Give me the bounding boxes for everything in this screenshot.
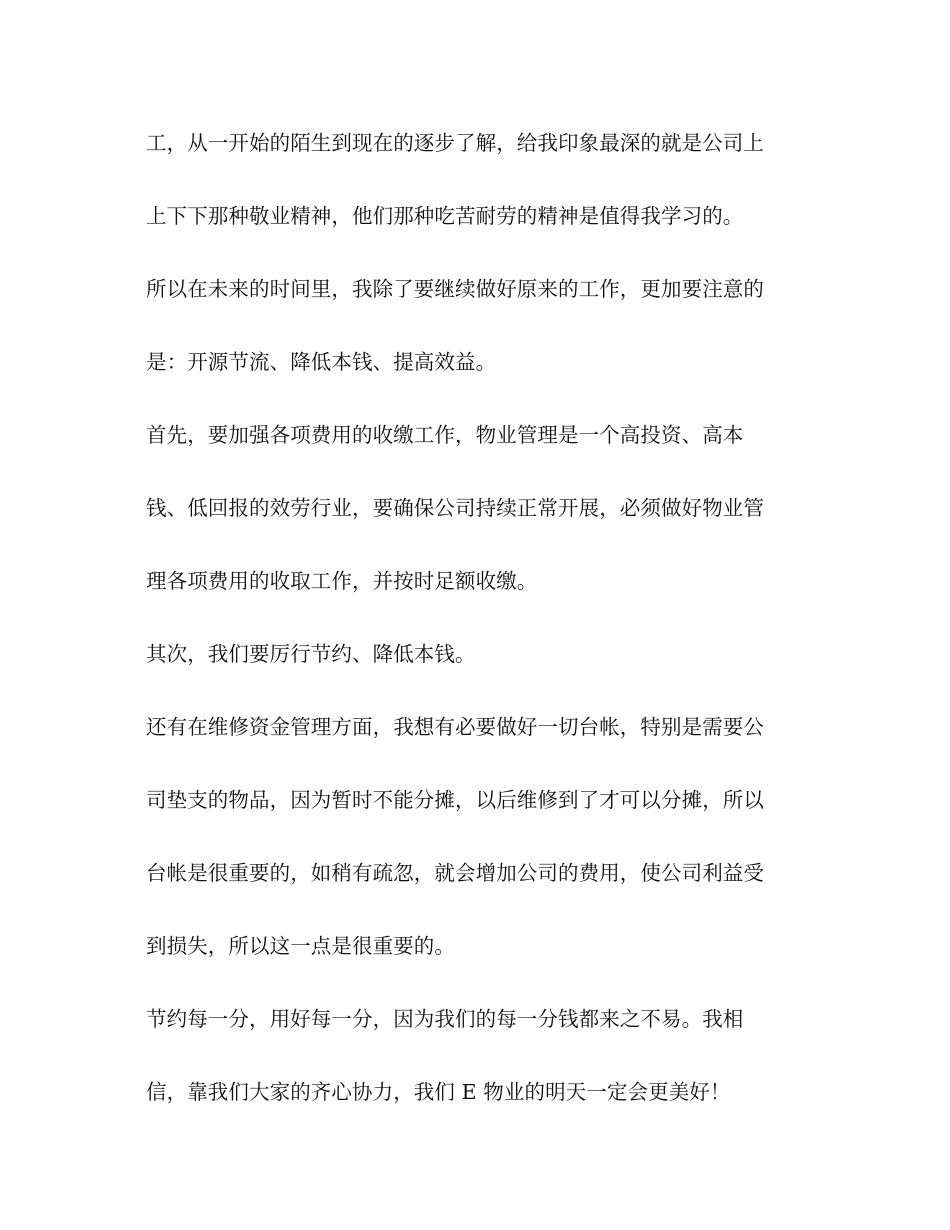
text-line: 还有在维修资金管理方面，我想有必要做好一切台帐，特别是需要公 — [146, 715, 764, 739]
text-line: 首先，要加强各项费用的收缴工作，物业管理是一个高投资、高本 — [146, 423, 744, 447]
text-line: 上下下那种敬业精神，他们那种吃苦耐劳的精神是值得我学习的。 — [146, 204, 744, 228]
text-line: 所以在未来的时间里，我除了要继续做好原来的工作，更加要注意的 — [146, 277, 764, 301]
text-line: 其次，我们要厉行节约、降低本钱。 — [146, 642, 476, 666]
text-line: 信，靠我们大家的齐心协力，我们 E 物业的明天一定会更美好！ — [146, 1080, 731, 1104]
text-line: 工，从一开始的陌生到现在的逐步了解，给我印象最深的就是公司上 — [146, 131, 764, 155]
text-line: 节约每一分，用好每一分，因为我们的每一分钱都来之不易。我相 — [146, 1007, 744, 1031]
text-line: 钱、低回报的效劳行业，要确保公司持续正常开展，必须做好物业管 — [146, 496, 764, 520]
text-line: 是：开源节流、降低本钱、提高效益。 — [146, 350, 497, 374]
text-line: 司垫支的物品，因为暂时不能分摊，以后维修到了才可以分摊，所以 — [146, 788, 764, 812]
text-line: 到损失，所以这一点是很重要的。 — [146, 934, 455, 958]
text-line: 台帐是很重要的，如稍有疏忽，就会增加公司的费用，使公司利益受 — [146, 861, 764, 885]
text-line: 理各项费用的收取工作，并按时足额收缴。 — [146, 569, 538, 593]
